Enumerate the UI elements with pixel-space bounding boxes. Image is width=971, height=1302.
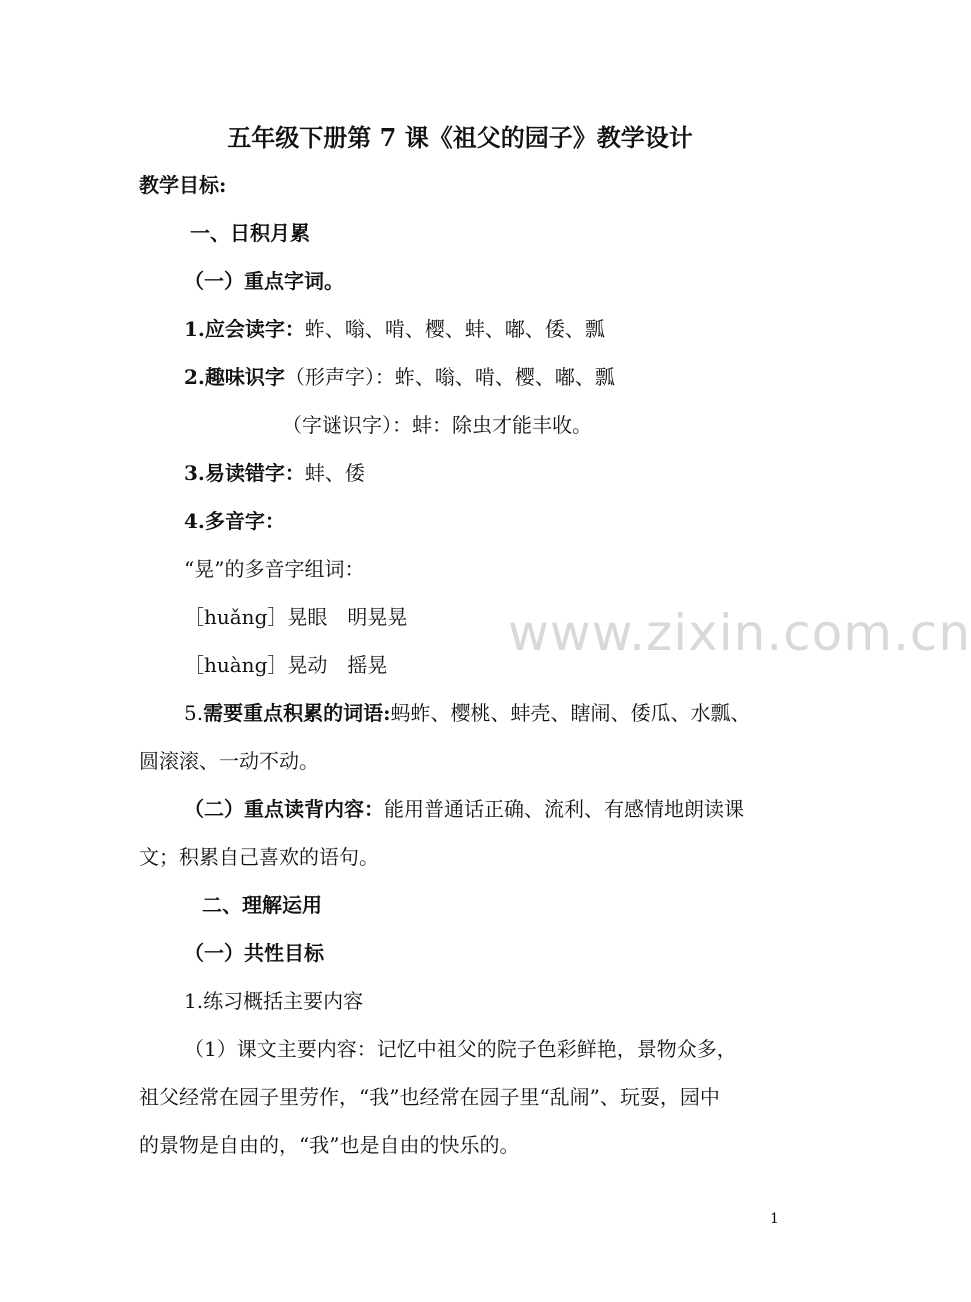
item2-riddle: （字谜识字）：蚌：除虫才能丰收。: [282, 413, 592, 437]
section2-heading: 二、理解运用: [202, 893, 322, 917]
item5-text: 蚂蚱、樱桃、蚌壳、瞎闹、倭瓜、水瓢、: [390, 701, 751, 725]
objectives-heading: 教学目标:: [139, 173, 227, 197]
item1-text: 蚱、嗡、啃、樱、蚌、嘟、倭、瓢: [304, 317, 605, 341]
sub2-label: （二）重点读背内容：: [184, 797, 384, 821]
item3-text: 蚌、倭: [304, 461, 365, 485]
content-paragraph-line3: 的景物是自由的，“我”也是自由的快乐的。: [139, 1133, 520, 1157]
watermark: www.zixin.com.cn: [508, 604, 971, 662]
section2-item1: 1.练习概括主要内容: [184, 989, 364, 1013]
item5-line: [184, 699, 750, 727]
polyphone-huang4: ［huàng］晃动 摇晃: [184, 653, 388, 677]
item2-label: 2.趣味识字: [184, 365, 285, 389]
item5-label: 需要重点积累的词语:: [203, 701, 391, 725]
polyphone-intro: “晃”的多音字组词：: [184, 557, 365, 581]
item1-line: [184, 315, 605, 343]
content-paragraph-line2: 祖父经常在园子里劳作，“我”也经常在园子里“乱闹”、玩耍，园中: [139, 1085, 720, 1109]
item1-label: 1.应会读字：: [184, 317, 305, 341]
sub2-text: 能用普通话正确、流利、有感情地朗读课: [384, 797, 744, 821]
section2-sub1-heading: （一）共性目标: [184, 941, 324, 965]
item4-label: 4.多音字：: [184, 509, 285, 533]
sub2-line: [184, 795, 744, 823]
page-number: 1: [770, 1211, 779, 1227]
sub2-text-continued: 文；积累自己喜欢的语句。: [139, 845, 379, 869]
item2-line: [184, 363, 615, 391]
document-title: 五年级下册第 7 课《祖父的园子》教学设计: [227, 123, 693, 152]
item5-text-continued: 圆滚滚、一动不动。: [139, 749, 319, 773]
polyphone-huang3: ［huǎng］晃眼 明晃晃: [184, 605, 408, 629]
item5-number: 5.: [184, 701, 204, 725]
section1-heading: 一、日积月累: [190, 221, 310, 245]
item2-text: （形声字）：蚱、嗡、啃、樱、嘟、瓢: [284, 365, 615, 389]
item3-label: 3.易读错字：: [184, 461, 305, 485]
section1-sub1-heading: （一）重点字词。: [184, 269, 344, 293]
content-paragraph-line1: （1）课文主要内容：记忆中祖父的院子色彩鲜艳，景物众多，: [184, 1037, 737, 1061]
item3-line: [184, 459, 365, 487]
